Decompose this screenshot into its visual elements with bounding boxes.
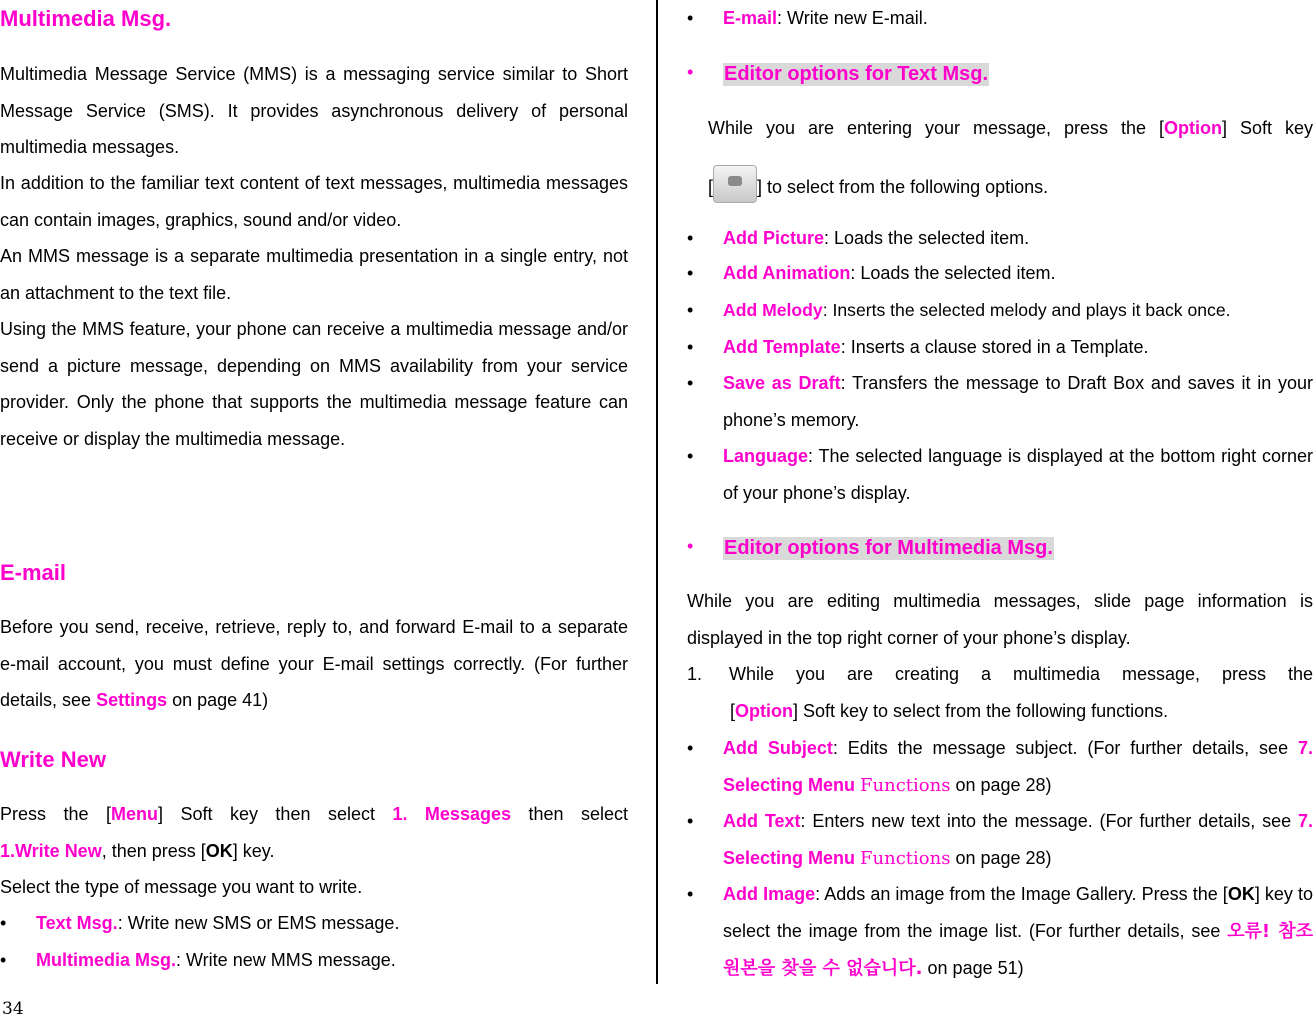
add-text-tail: on page 28) <box>950 847 1052 868</box>
step-line-2: [Option] Soft key to select from the following functions. <box>730 701 1169 721</box>
text-msg-term: Text Msg. <box>36 913 118 933</box>
functions-word: Functions <box>860 774 951 796</box>
add-image-desc-b: ] key to select the image from the image list. (For further details, see <box>723 884 1313 941</box>
bullet-icon: • <box>687 62 694 82</box>
editor-text-heading: Editor options for Text Msg. <box>724 63 989 85</box>
add-animation-desc: : Loads the selected item. <box>850 263 1056 283</box>
bullet-icon: • <box>687 228 694 248</box>
write-text-a: Press the [ <box>0 804 111 824</box>
page-number: 34 <box>2 999 24 1019</box>
save-as-draft-desc: : Transfers the message to Draft Box and saves it in your phone’s memory. <box>723 373 1313 430</box>
bullet-icon: • <box>687 263 694 283</box>
add-image-term: Add Image <box>723 884 816 904</box>
bullet-icon: • <box>0 913 7 933</box>
editor-text-c: ] to select from the following options. <box>757 177 1049 197</box>
add-animation-term: Add Animation <box>723 263 851 283</box>
multimedia-msg-desc: : Write new MMS message. <box>176 950 396 970</box>
text-msg-desc: : Write new SMS or EMS message. <box>117 913 400 933</box>
soft-key-icon <box>713 165 757 203</box>
add-subject-term: Add Subject <box>723 738 833 758</box>
email-text-a: Before you send, receive, retrieve, reply to, and forward E-mail to a separate e-mail account, you must define your E-mail settings correctly. (For further details, see <box>0 617 628 710</box>
column-divider <box>656 0 658 984</box>
selecting-menu-link[interactable]: 7. Selecting Menu <box>723 811 1313 868</box>
bullet-icon: • <box>687 300 694 320</box>
step-line-1: While you are creating a multimedia message, press the <box>729 664 1313 684</box>
bullet-icon: • <box>687 884 694 904</box>
email-heading: E-mail <box>0 560 67 585</box>
email-paragraph <box>0 609 628 719</box>
editor-text-b: ] Soft key <box>1222 118 1313 138</box>
step-number: 1. <box>687 664 703 684</box>
add-text-desc: : Enters new text into the message. (For further details, see <box>800 811 1298 831</box>
bullet-icon: • <box>687 536 694 556</box>
add-picture-term: Add Picture <box>723 228 825 248</box>
mms-separate-paragraph: An MMS message is a separate multimedia presentation in a single entry, not an attachment to the text file. <box>0 246 628 303</box>
editor-text-a: While you are entering your message, press the [ <box>708 118 1165 138</box>
step-text-b: ] Soft key to select from the following functions. <box>793 701 1169 721</box>
add-picture-desc: : Loads the selected item. <box>824 228 1030 248</box>
email-desc: : Write new E-mail. <box>777 8 928 28</box>
select-type-text: Select the type of message you want to write. <box>0 877 363 897</box>
mm-intro-paragraph: While you are editing multimedia messages, slide page information is displayed in the top right corner of your phone’s display. <box>687 591 1313 648</box>
multimedia-msg-heading: Multimedia Msg. <box>0 6 172 31</box>
write-text-c: then select <box>510 804 628 824</box>
bullet-icon: • <box>687 8 694 28</box>
mms-content-paragraph: In addition to the familiar text content of text messages, multimedia messages can contain images, graphics, sound and/or video. <box>0 173 628 230</box>
add-image-tail: on page 51) <box>922 958 1024 978</box>
selecting-menu-link[interactable]: 7. Selecting Menu <box>723 738 1313 795</box>
menu-key-label: Menu <box>110 804 158 824</box>
write-new-menu-label: 1.Write New <box>0 841 102 861</box>
messages-menu-label: 1. Messages <box>392 804 511 824</box>
write-text-d: , then press [ <box>101 841 206 861</box>
add-melody-desc: : Inserts the selected melody and plays it back once. <box>822 300 1231 320</box>
ok-key-label: OK <box>205 841 233 861</box>
settings-link[interactable]: Settings <box>96 690 168 710</box>
bullet-icon: • <box>687 446 694 466</box>
bullet-icon: • <box>687 373 694 393</box>
editor-text-line-2: [ ] to select from the following options. <box>708 165 1048 203</box>
editor-mm-heading: Editor options for Multimedia Msg. <box>724 537 1053 559</box>
bullet-icon: • <box>687 811 694 831</box>
write-text-b: ] Soft key then select <box>157 804 393 824</box>
add-template-desc: : Inserts a clause stored in a Template. <box>840 337 1149 357</box>
write-new-line-1 <box>0 804 628 825</box>
reference-error-link[interactable]: 오류! 참조 원본을 찾을 수 없습니다. <box>723 920 1313 979</box>
add-image-desc-a: : Adds an image from the Image Gallery. Press the [ <box>815 884 1228 904</box>
write-text-e: ] key. <box>232 841 275 861</box>
add-template-term: Add Template <box>723 337 841 357</box>
language-desc: : The selected language is displayed at the bottom right corner of your phone’s display. <box>723 446 1313 503</box>
option-key-label: Option <box>1164 118 1222 138</box>
ok-key-label: OK <box>1227 884 1255 904</box>
option-key-label: Option <box>735 701 793 721</box>
write-new-heading: Write New <box>0 747 106 772</box>
mms-intro-paragraph: Multimedia Message Service (MMS) is a messaging service similar to Short Message Service (SMS). It provides asynchronous delivery of personal multimedia messages. <box>0 64 628 157</box>
write-new-line-2 <box>0 841 274 862</box>
functions-word: Functions <box>860 847 951 869</box>
email-term: E-mail <box>723 8 778 28</box>
save-as-draft-term: Save as Draft <box>723 373 841 393</box>
add-text-term: Add Text <box>723 811 801 831</box>
bullet-icon: • <box>0 950 7 970</box>
mms-feature-paragraph: Using the MMS feature, your phone can receive a multimedia message and/or send a picture message, depending on MMS availability from your service provider. Only the phone that supports the multimedia message feature can receive or display the multimedia message. <box>0 319 628 449</box>
bullet-icon: • <box>687 738 694 758</box>
multimedia-msg-term: Multimedia Msg. <box>36 950 177 970</box>
bullet-icon: • <box>687 337 694 357</box>
add-subject-desc: : Edits the message subject. (For further details, see <box>832 738 1289 758</box>
email-text-b: on page 41) <box>167 690 269 710</box>
editor-text-line-1 <box>708 118 1313 139</box>
add-subject-tail: on page 28) <box>950 774 1052 795</box>
add-melody-term: Add Melody <box>723 300 823 320</box>
language-term: Language <box>723 446 809 466</box>
